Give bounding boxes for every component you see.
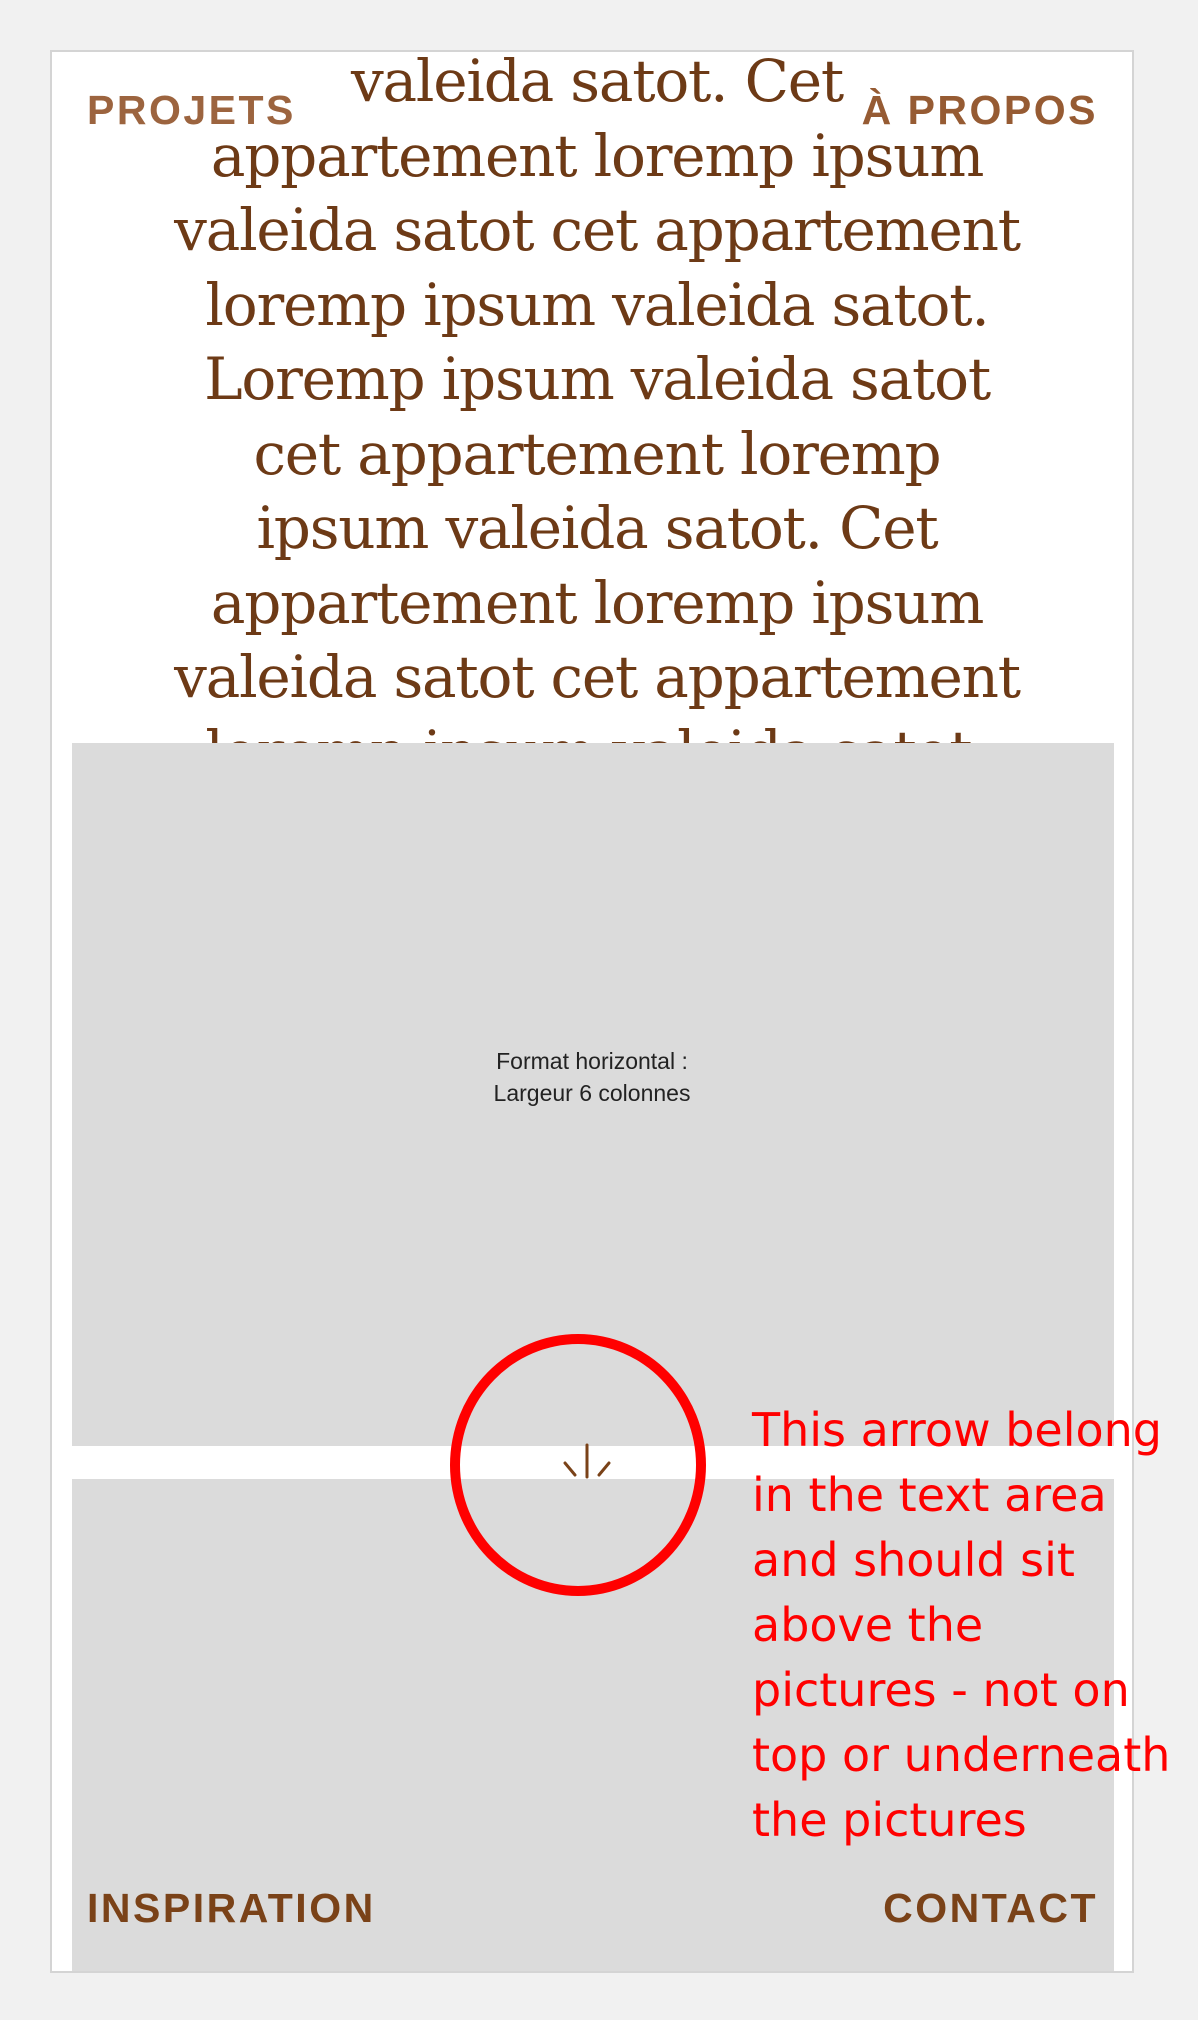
nav-projets-link[interactable]: PROJETS [87, 87, 296, 133]
nav-contact-link[interactable]: CONTACT [883, 1885, 1098, 1931]
caption-line-format: Format horizontal : [496, 1048, 688, 1074]
annotation-note: This arrow belong in the text area and should sit above the pictures - not on top or underneath the pictures [752, 1403, 1171, 1847]
caption-line-width: Largeur 6 colonnes [493, 1080, 691, 1106]
nav-inspiration-link[interactable]: INSPIRATION [87, 1885, 376, 1931]
annotation-highlight-circle [450, 1334, 706, 1596]
nav-a-propos-link[interactable]: À PROPOS [861, 87, 1098, 133]
image-caption [52, 1045, 1132, 1109]
body-paragraph: valeida satot. Cet appartement loremp ipsum valeida satot cet appartement loremp ipsum valeida satot. Loremp ipsum valeida satot cet appartement loremp ipsum valeida satot. Cet appartement loremp ipsum valeida satot cet appartement [174, 50, 1020, 711]
